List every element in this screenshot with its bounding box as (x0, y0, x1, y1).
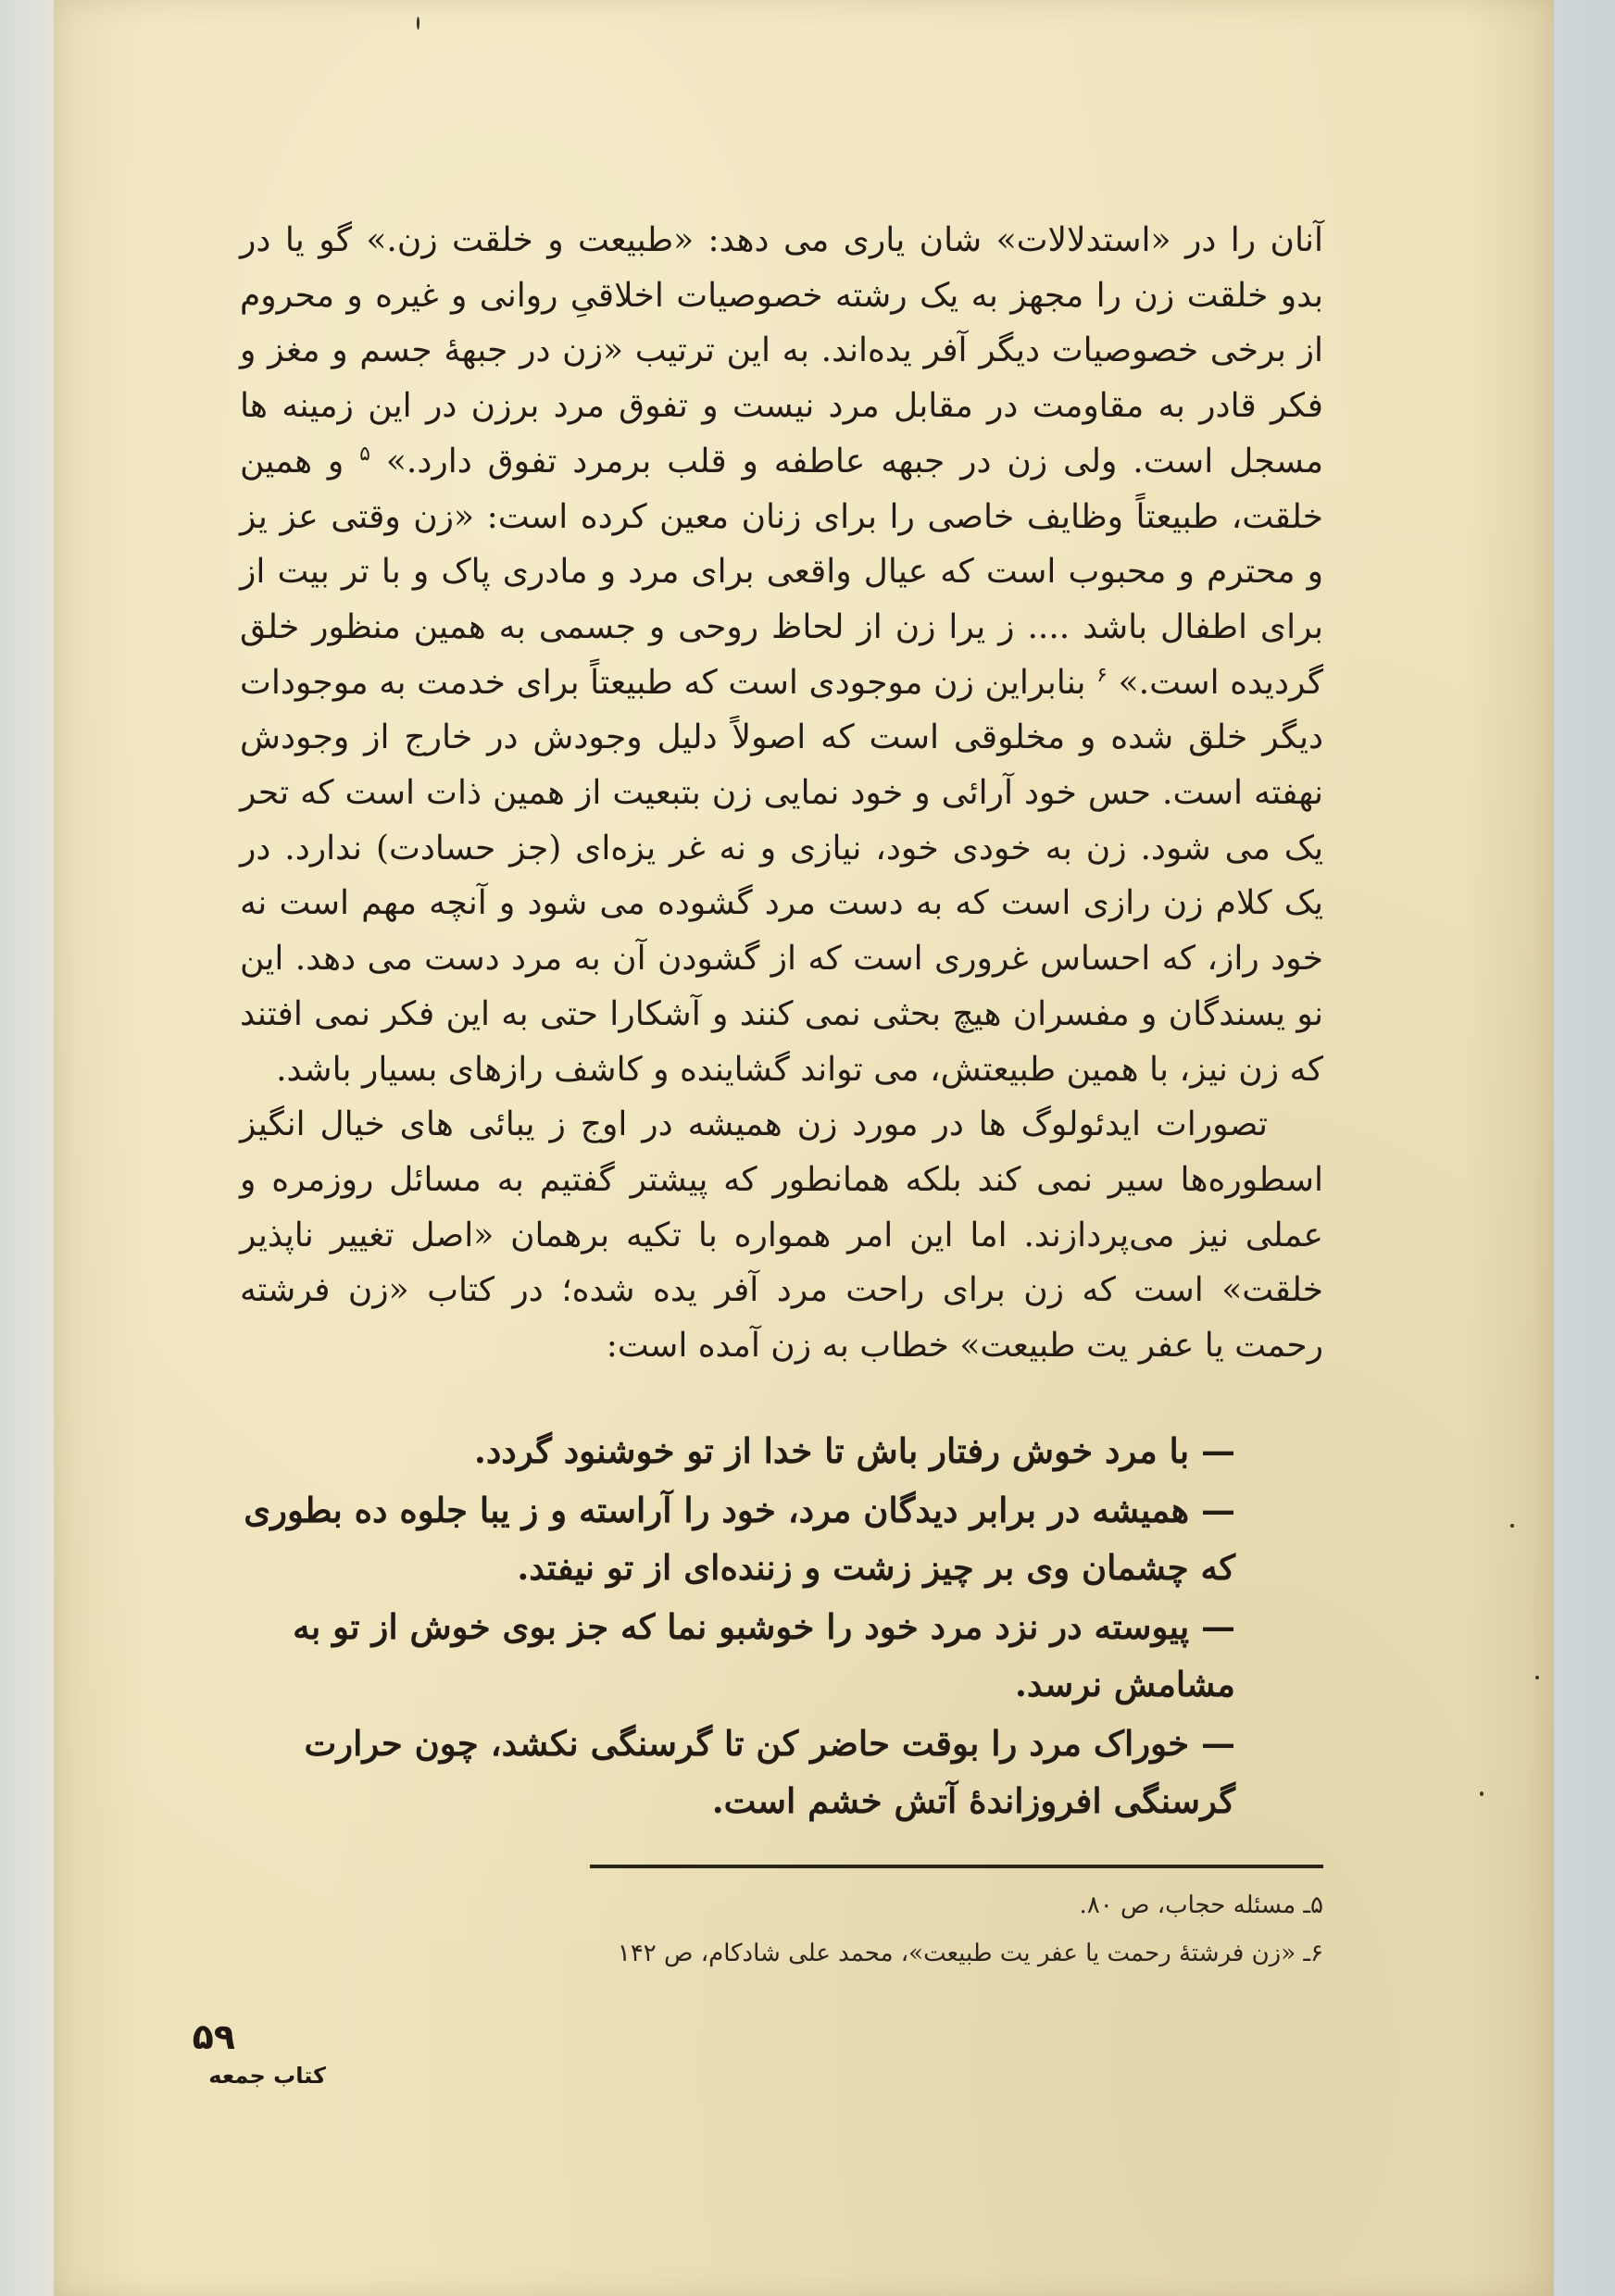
paragraph-text: تصورات ایدئولوگ ها در مورد زن همیشه در اوج ز یبائی های خیال انگیز اسطوره‌ها سیر نمی کند بلکه همانطور که پیشتر گفتیم به مسائل روزمره و عملی نیز می‌پردازند. اما این امر همواره با تکیه برهمان «اصل تغییر ناپذیر خلقت» است که زن برای راحت مرد آفر یده شده؛ در کتاب «زن فرشته رحمت یا عفر یت طبیعت» خطاب به زن آمده است: (240, 1105, 1323, 1366)
footnotes (490, 1881, 1323, 1978)
footnote-divider (590, 1865, 1323, 1868)
footnote-marker: ۵ (359, 442, 370, 466)
scan-background-right (1554, 0, 1615, 2296)
quoted-advice-list (240, 1422, 1323, 1829)
footnote: ۵ـ مسئله حجاب، ص ۸۰. (1079, 1891, 1323, 1919)
journal-name: کتاب جمعه (208, 2063, 326, 2089)
paper-speck (417, 17, 419, 30)
footnote-marker: ۶ (1096, 663, 1108, 687)
paper-speck (1535, 1676, 1539, 1679)
paper-speck (1480, 1791, 1484, 1796)
scan-background-left (0, 0, 54, 2296)
paragraph-text: بنابراین زن موجودی است که طبیعتاً برای خدمت به موجودات دیگر خلق شده و مخلوقی است که اصولاً دلیل وجودش در خارج از وجودش نهفته است. حس خود آرائی و خود نمایی زن بتبعیت از همین ذات است که تحر یک می شود. زن به خودی خود، نیازی و نه غر یزه‌ای (جز حسادت) ندارد. در یک کلام زن رازی است که به دست مرد گشوده می شود و آنچه مهم است نه خود راز، که احساس غروری است که از گشودن آن به مرد دست می دهد. این نو یسندگان و مفسران هیچ بحثی نمی کنند و آشکارا حتی به این فکر نمی افتند که زن نیز، با همین طبیعتش، می تواند گشاینده و کاشف رازهای بسیار باشد. (240, 663, 1324, 1089)
quote-item: — همیشه در برابر دیدگان مرد، خود را آراسته و ز یبا جلوه ده بطوری که چشمان وی بر چیز زشت و زننده‌ای از تو نیفتد. (244, 1489, 1235, 1588)
paragraph-text: آنان را در «استدلالات» شان یاری می دهد: «طبیعت و خلقت زن.» گو یا در بدو خلقت زن را مجهز به یک رشته خصوصیات اخلاقیِ روانی و غیره و محروم از برخی خصوصیات دیگر آفر یده‌اند. به این ترتیب «زن در جبههٔ جسم و مغز و فکر قادر به مقاومت در مقابل مرد نیست و تفوق مرد برزن در این زمینه ها مسجل است. ولی زن در جبهه عاطفه و قلب برمرد تفوق دارد.» (240, 221, 1324, 480)
quote-item: — با مرد خوش رفتار باش تا خدا از تو خوشنود گردد. (473, 1429, 1235, 1471)
paragraph-text: و همین خلقت، طبیعتاً وظایف خاصی را برای زنان معین کرده است: «زن وقتی عز یز و محترم و محبوب است که عیال واقعی برای مرد و مادری پاک و با تر بیت از برای اطفال باشد .... ز یرا زن از لحاظ روحی و جسمی به همین منظور خلق گردیده است.» (240, 442, 1323, 702)
paragraph (240, 213, 1323, 1097)
paragraph (240, 1097, 1323, 1374)
paper-speck (1510, 1524, 1514, 1528)
body-text (240, 213, 1323, 1831)
footnote: ۶ـ «زن فرشتهٔ رحمت یا عفر یت طبیعت»، محمد علی شادکام، ص ۱۴۲ (617, 1940, 1323, 1967)
quote-item: — خوراک مرد را بوقت حاضر کن تا گرسنگی نکشد، چون حرارت گرسنگی افروزاندهٔ آتش خشم است. (304, 1722, 1235, 1821)
quote-item: — پیوسته در نزد مرد خود را خوشبو نما که جز بوی خوش از تو به مشامش نرسد. (293, 1605, 1235, 1704)
page-number: ۵۹ (192, 2016, 235, 2057)
